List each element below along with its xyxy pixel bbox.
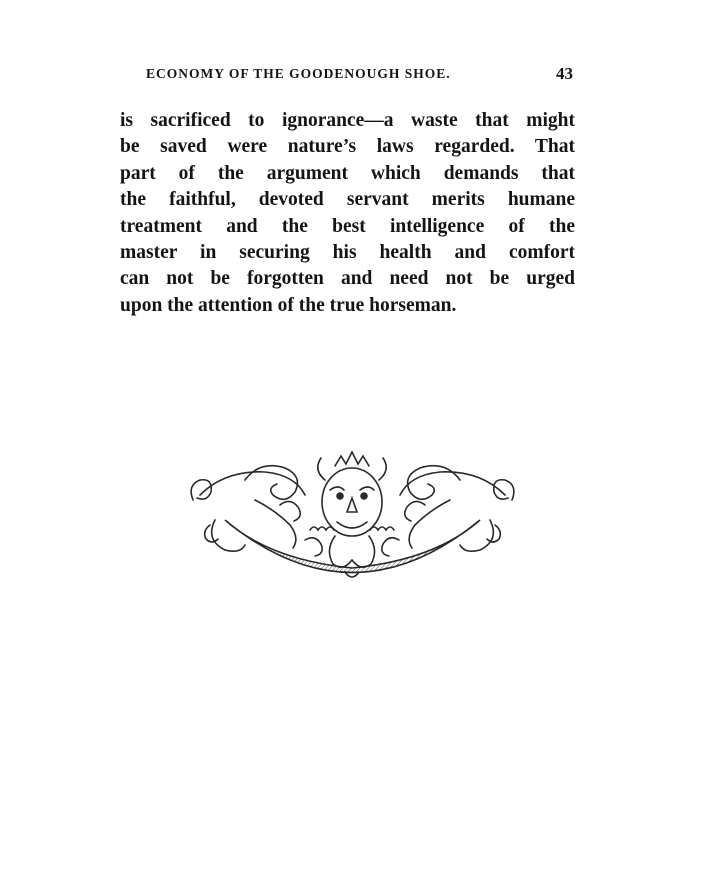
- running-head: [120, 66, 575, 88]
- text-line: part of the argument which demands that: [120, 162, 575, 184]
- text-line: can not be forgotten and need not be urged: [120, 268, 575, 290]
- text-line: the faithful, devoted servant merits humane: [120, 189, 575, 211]
- text-line: master in securing his health and comfort: [120, 241, 575, 263]
- text-line: is sacrificed to ignorance—a waste that might: [120, 110, 575, 131]
- text-line: treatment and the best intelligence of the: [120, 215, 575, 237]
- page-number: 43: [556, 64, 573, 83]
- running-title: ECONOMY OF THE GOODENOUGH SHOE.: [146, 66, 451, 81]
- ornamental-tailpiece-icon: [185, 450, 520, 600]
- text-line: be saved were nature’s laws regarded. That: [120, 136, 575, 158]
- body-paragraph: [120, 108, 575, 319]
- text-line: upon the attention of the true horseman.: [120, 294, 457, 316]
